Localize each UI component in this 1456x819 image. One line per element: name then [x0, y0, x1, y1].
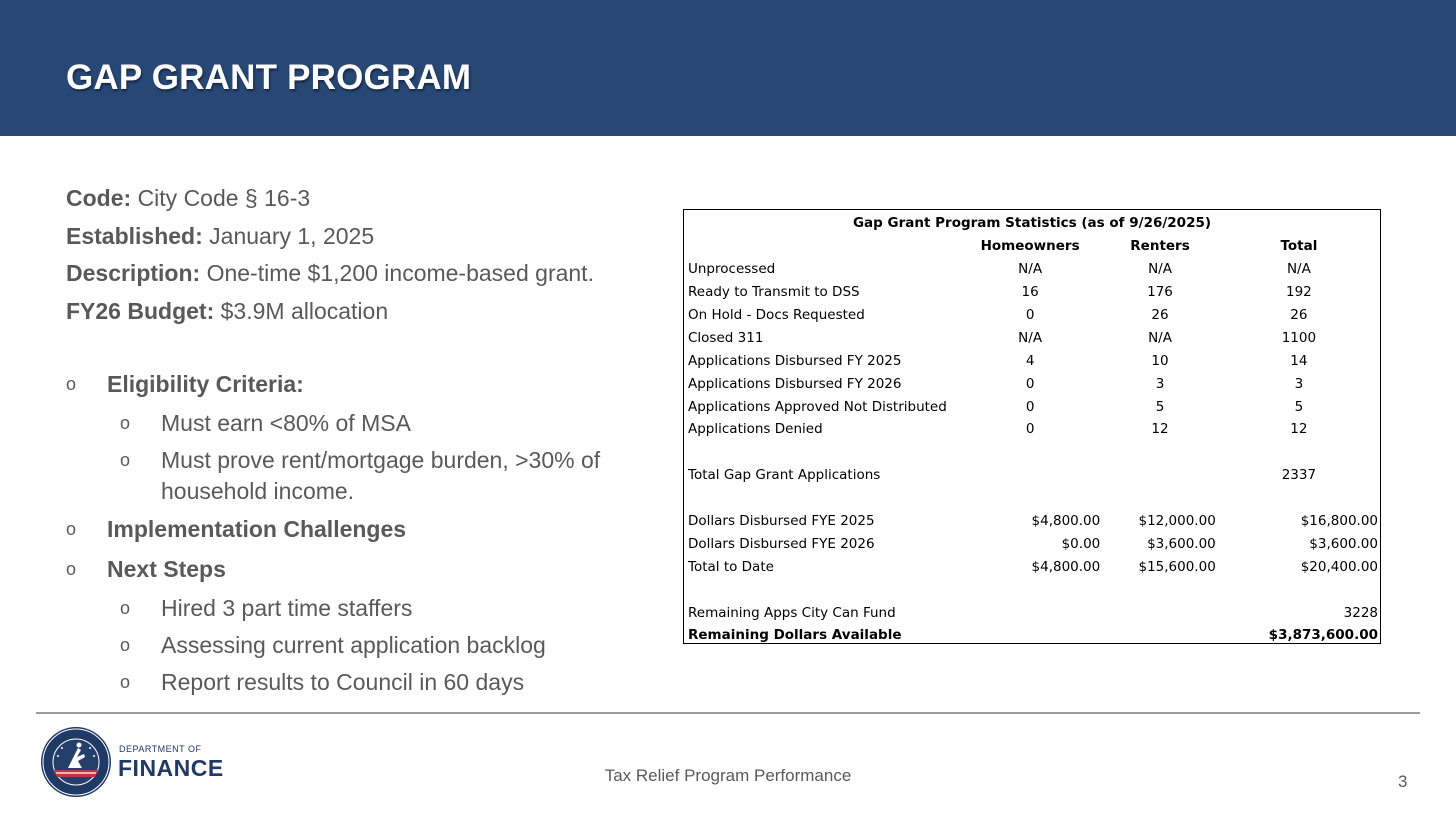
info-budget: FY26 Budget: $3.9M allocation	[66, 297, 389, 324]
dept-big-label: FINANCE	[118, 755, 224, 781]
table-row: Dollars Disbursed FYE 2026 $0.00 $3,600.00 $3,600.00	[688, 535, 1378, 552]
info-established: Established: January 1, 2025	[66, 222, 375, 249]
table-row: Remaining Apps City Can Fund 3228	[688, 604, 1378, 621]
col-total: Total	[1280, 238, 1318, 255]
bullet-circle-icon: o	[120, 635, 131, 655]
table-header-row	[684, 235, 1380, 258]
table-row: Applications Approved Not Distributed 0 5 5	[688, 398, 1304, 415]
sub-bullet: o Report results to Council in 60 days	[66, 667, 666, 698]
statistics-table	[683, 209, 1381, 644]
bullet-eligibility: o Eligibility Criteria:	[66, 368, 666, 400]
bullet-list	[66, 368, 666, 704]
table-row: Remaining Dollars Available $3,873,600.00	[688, 627, 1378, 644]
bullet-circle-icon: o	[66, 374, 77, 394]
sub-bullet: o Must earn <80% of MSA	[66, 408, 666, 439]
bullet-implementation: o Implementation Challenges	[66, 513, 666, 545]
table-row: Total to Date $4,800.00 $15,600.00 $20,400.00	[688, 558, 1378, 575]
sub-bullet: o Must prove rent/mortgage burden, >30% of household income.	[120, 447, 601, 504]
slide-title: GAP GRANT PROGRAM	[66, 58, 472, 97]
program-info	[66, 180, 594, 330]
table-caption: Gap Grant Program Statistics (as of 9/26/2025)	[852, 215, 1212, 232]
footer-divider	[36, 712, 1420, 714]
bullet-circle-icon: o	[120, 672, 131, 692]
table-row: On Hold - Docs Requested 0 26 26	[688, 307, 1308, 323]
title-banner	[0, 0, 1456, 136]
spacer-row	[684, 578, 1380, 601]
table-row: Unprocessed N/A N/A N/A	[688, 261, 1311, 278]
city-seal-logo	[40, 726, 112, 798]
dept-small-label: DEPARTMENT OF	[119, 744, 202, 754]
info-code: Code: City Code § 16-3	[66, 185, 311, 211]
page-number: 3	[1398, 772, 1408, 791]
spacer-row	[684, 441, 1380, 464]
table-row: Total Gap Grant Applications 2337	[688, 467, 1317, 484]
table-row: Applications Denied 0 12 12	[688, 421, 1308, 438]
sub-bullet: o Assessing current application backlog	[66, 630, 666, 661]
col-renters: Renters	[1130, 238, 1190, 255]
bullet-circle-icon: o	[120, 450, 131, 470]
table-row: Applications Disbursed FY 2026 0 3 3	[688, 375, 1304, 392]
bullet-next-steps: o Next Steps	[66, 553, 666, 585]
sub-bullet: o Hired 3 part time staffers	[66, 593, 666, 624]
bullet-circle-icon: o	[120, 598, 131, 618]
footer-text: Tax Relief Program Performance	[604, 766, 852, 785]
table-row: Ready to Transmit to DSS 16 176 192	[688, 284, 1312, 301]
bullet-circle-icon: o	[120, 413, 131, 433]
table-row: Dollars Disbursed FYE 2025 $4,800.00 $12,000.00 $16,800.00	[688, 513, 1378, 530]
info-description: Description: One-time $1,200 income-based grant.	[66, 260, 594, 286]
bullet-circle-icon: o	[66, 519, 77, 539]
table-row: Applications Disbursed FY 2025 4 10 14	[688, 352, 1308, 369]
col-homeowners: Homeowners	[980, 238, 1080, 255]
bullet-circle-icon: o	[66, 559, 77, 579]
spacer-row	[684, 487, 1380, 510]
table-row: Closed 311 N/A N/A 1100	[688, 329, 1317, 346]
